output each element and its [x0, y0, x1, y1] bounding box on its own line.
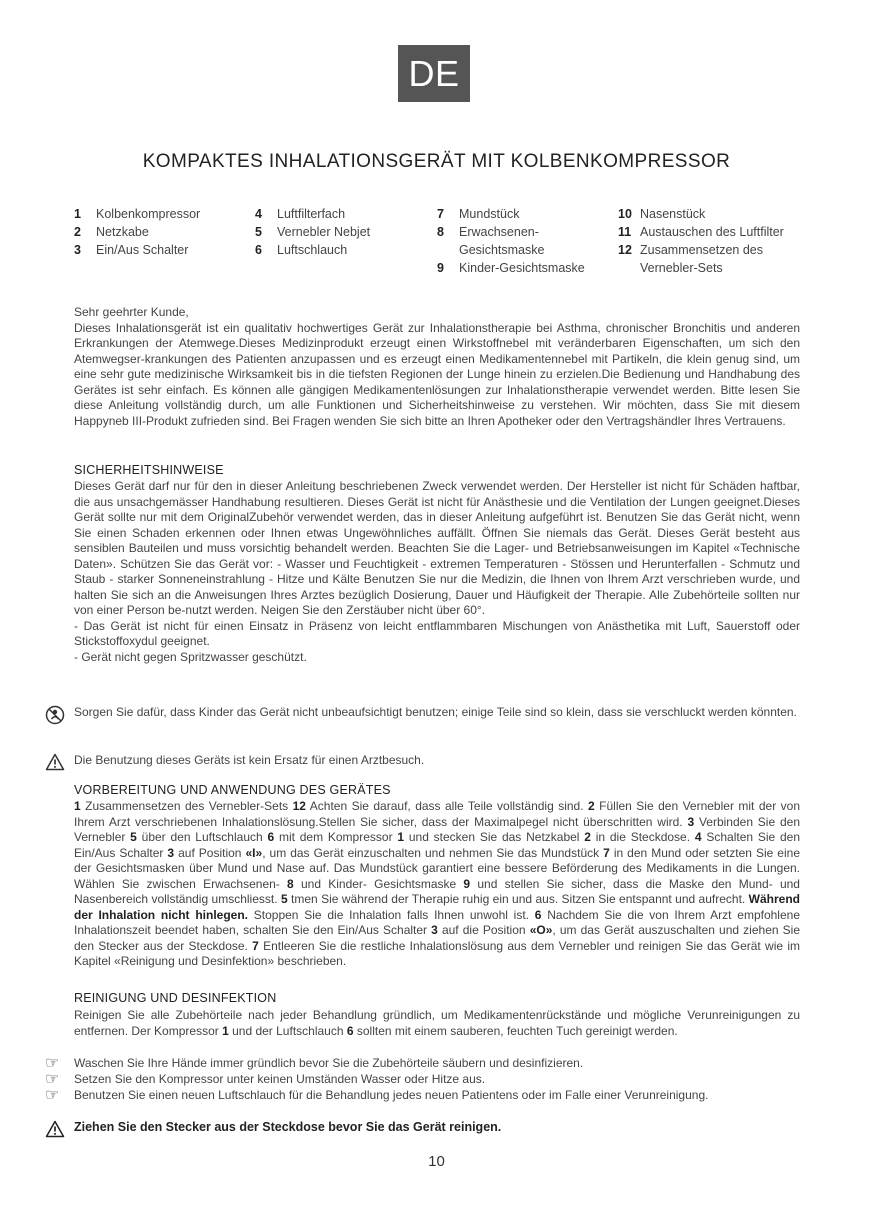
language-badge: DE — [398, 45, 470, 102]
hint-wash-hands: ☞ Waschen Sie Ihre Hände immer gründlich bevor Sie die Zubehörteile säubern und desinfizieren. — [45, 1055, 584, 1072]
cleaning-paragraph: Reinigen Sie alle Zubehörteile nach jeder Behandlung gründlich, um Medikamentenrückstände und mögliche Verunreinigungen zu entfernen. Der Kompressor 1 und der Luftschlauch 6 sollten mit einem sauberen, feuchten Tuch gereinigt werden. — [74, 1008, 800, 1038]
safety-paragraph: - Das Gerät ist nicht für einen Einsatz in Präsenz von leicht entflammbaren Mischungen von Anästhetika mit Luft, Sauerstoff oder Stickstoffoxydul geeignet. — [74, 618, 800, 648]
warning-icon — [45, 753, 74, 771]
doctor-notice: Die Benutzung dieses Geräts ist kein Ersatz für einen Arztbesuch. — [45, 753, 805, 771]
part-item: 4 Luftfilterfach — [255, 207, 346, 221]
page-title: KOMPAKTES INHALATIONSGERÄT MIT KOLBENKOMPRESSOR — [142, 151, 731, 172]
hint-new-tube: ☞ Benutzen Sie einen neuen Luftschlauch für die Behandlung jedes neuen Patientens oder im Falle einer Verunreinigung. — [45, 1087, 709, 1104]
part-item: 10 Nasenstück — [618, 207, 706, 221]
intro-section — [74, 305, 800, 429]
cleaning-heading: REINIGUNG UND DESINFEKTION — [74, 991, 277, 1005]
part-item: 9 Kinder-Gesichtsmaske — [437, 261, 585, 275]
part-item-continued: Gesichtsmaske — [459, 243, 545, 257]
safety-section — [74, 479, 800, 665]
part-item: 8 Erwachsenen- — [437, 225, 539, 239]
safety-paragraph: - Gerät nicht gegen Spritzwasser geschützt. — [74, 649, 307, 664]
parts-column-2 — [255, 205, 370, 259]
part-item: 11 Austauschen des Luftfilter — [618, 225, 784, 239]
pointing-hand-icon: ☞ — [45, 1055, 60, 1072]
part-item-continued: Vernebler-Sets — [640, 261, 723, 275]
greeting: Sehr geehrter Kunde, — [74, 305, 189, 319]
part-item: 5 Vernebler Nebjet — [255, 225, 371, 239]
parts-column-3 — [437, 205, 585, 277]
part-item: 6 Luftschlauch — [255, 243, 348, 257]
part-item: 12 Zusammensetzen des — [618, 243, 763, 257]
preparation-section — [74, 799, 800, 970]
no-children-icon — [45, 705, 74, 725]
pointing-hand-icon: ☞ — [45, 1071, 60, 1088]
part-item: 1 Kolbenkompressor — [74, 207, 201, 221]
page-number: 10 — [428, 1153, 445, 1170]
preparation-paragraph: 1 Zusammensetzen des Vernebler-Sets 12 Achten Sie darauf, dass alle Teile vollständig sind. 2 Füllen Sie den Vernebler mit der von Ihrem Arzt verschriebenen Inhalationslösung.Stellen Sie sicher, dass der Maximalpegel nicht überschritten wird. 3 Verbinden Sie den Vernebler 5 über den Luftschlauch 6 mit dem Kompressor 1 und stecken Sie das Netzkabel 2 in die Steckdose. 4 Schalten Sie den Ein/Aus Schalter 3 auf Position «I», um das Gerät einzuschalten und nehmen Sie das Mundstück 7 in den Mund oder setzten Sie eine der Gesichtsmasken über Mund und Nase auf. Das Mundstück garantiert eine bessere Beförderung des Medikaments in die Lungen. Wählen Sie zwischen Erwachsenen- 8 und Kinder- Gesichtsmaske 9 und stellen Sie sicher, dass die Maske den Mund- und Nasenbereich vollständig umschliesst. 5 tmen Sie während der Therapie ruhig ein und aus. Sitzen Sie entspannt und aufrecht. Während der Inhalation nicht hinlegen. Stoppen Sie die Inhalation falls Ihnen unwohl ist. 6 Nachdem Sie die von Ihrem Arzt empfohlene Inhalationszeit beendet haben, schalten Sie den Ein/Aus Schalter 3 auf die Position «O», um das Gerät auszuschalten und ziehen Sie den Stecker aus der Steckdose. 7 Entleeren Sie die restliche Inhalationslösung aus dem Vernebler und reinigen Sie das Gerät wie im Kapitel «Reinigung und Desinfektion» beschrieben. — [74, 799, 800, 968]
safety-heading: SICHERHEITSHINWEISE — [74, 463, 224, 477]
parts-column-1 — [74, 205, 200, 259]
warning-icon — [45, 1120, 74, 1138]
part-item: 3 Ein/Aus Schalter — [74, 243, 189, 257]
pointing-hand-icon: ☞ — [45, 1087, 60, 1104]
hint-no-water: ☞ Setzen Sie den Kompressor unter keinen Umständen Wasser oder Hitze aus. — [45, 1071, 486, 1088]
part-item: 7 Mundstück — [437, 207, 520, 221]
unplug-warning: Ziehen Sie den Stecker aus der Steckdose bevor Sie das Gerät reinigen. — [45, 1120, 805, 1138]
safety-paragraph: Dieses Gerät darf nur für den in dieser Anleitung beschriebenen Zweck verwendet werden. Der Hersteller ist nicht für Schäden haftbar, die aus unsachgemässer Handhabung resultieren. Dieses Gerät ist nicht für Anästhesie und die Ventilation der Lungen geeignet.Dieses Gerät sollte nur mit dem OriginalZubehör verwendet werden, das in dieser Anleitung aufgeführt ist. Benutzen Sie das Gerät nicht, wenn Sie einen Schaden erkennen oder Ihnen etwas Ungewöhnliches auffällt. Öffnen Sie niemals das Gerät. Dieses Gerät besteht aus sensiblen Bauteilen und muss vorsichtig behandelt werden. Beachten Sie die Lager- und Betriebsanweisungen im Kapitel «Technische Daten». Schützen Sie das Gerät vor: - Wasser und Feuchtigkeit - extremen Temperaturen - Stössen und Herunterfallen - Schmutz und Staub - starker Sonneneinstrahlung - Hitze und Kälte Benutzen Sie nur die Medizin, die Ihnen von Ihrem Arzt verschrieben wurde, und halten Sie sich an die Anweisungen Ihres Arztes bezüglich Dosierung, Dauer und Häufigkeit der Therapie. Alle Zubehörteile sollten nur von einer Person be-nutzt werden. Neigen Sie den Zerstäuber nicht über 60°. — [74, 479, 800, 617]
cleaning-section — [74, 1008, 800, 1039]
part-item: 2 Netzkabe — [74, 225, 149, 239]
parts-column-4 — [618, 205, 784, 277]
preparation-heading: VORBEREITUNG UND ANWENDUNG DES GERÄTES — [74, 783, 391, 797]
children-notice: Sorgen Sie dafür, dass Kinder das Gerät nicht unbeaufsichtigt benutzen; einige Teile sind so klein, dass sie verschluckt werden könnten. — [45, 705, 805, 725]
intro-paragraph: Dieses Inhalationsgerät ist ein qualitativ hochwertiges Gerät zur Inhalationstherapie bei Asthma, chronischer Bronchitis und anderen Erkrankungen der Atemwege.Dieses Medizinprodukt erzeugt einen Wirkstoffnebel mit veränderbaren Eigenschaften, um sich den Atemwegser-krankungen des Patienten anzupassen und es erzeugt einen Medikamentennebel mit Partikeln, die klein genug sind, um eine sehr gute medizinische Wirksamkeit bis in die tiefsten Regionen der Lunge hinein zu erzielen.Die Bedienung und Handhabung des Gerätes ist sehr einfach. Es können alle gängigen Medikamentenlösungen zur Inhalationstherapie verwendet werden. Bitte lesen Sie diese Anleitung vollständig durch, um alle Funktionen und Sicherheitshinweise zu verstehen. Wir möchten, dass Sie mit diesem Happyneb III-Produkt zufrieden sind. Bei Fragen wenden Sie sich bitte an Ihren Apotheker oder den Vertragshändler Ihres Vertrauens. — [74, 320, 800, 428]
